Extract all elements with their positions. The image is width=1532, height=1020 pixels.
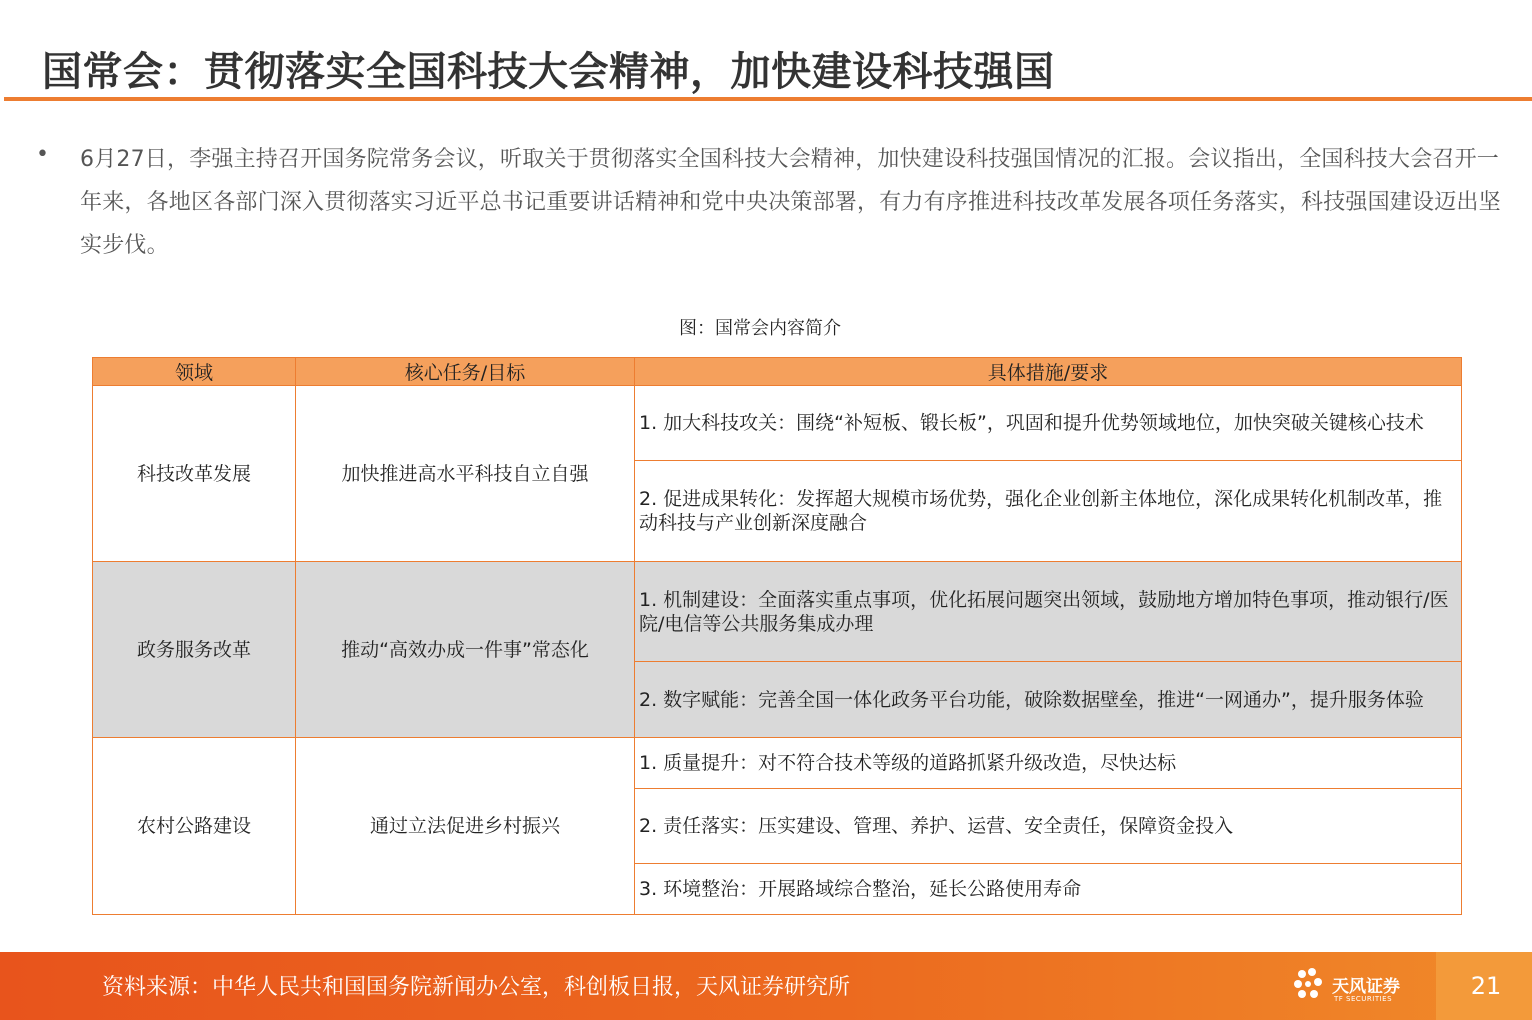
header-field: 领域 (93, 358, 296, 386)
logo-text-en: TF SECURITIES (1334, 995, 1393, 1003)
measure-cell: 2. 数字赋能：完善全国一体化政务平台功能，破除数据壁垒，推进“一网通办”，提升服务体验 (635, 662, 1462, 738)
bullet-marker: • (36, 142, 49, 167)
page-title: 国常会：贯彻落实全国科技大会精神，加快建设科技强国 (42, 49, 1055, 95)
title-underline (4, 97, 1532, 101)
field-cell: 科技改革发展 (93, 386, 296, 562)
measure-cell: 1. 机制建设：全面落实重点事项，优化拓展问题突出领域，鼓励地方增加特色事项，推动银行/医院/电信等公共服务集成办理 (635, 562, 1462, 662)
measure-cell: 3. 环境整治：开展路域综合整治，延长公路使用寿命 (635, 864, 1462, 915)
task-cell: 推动“高效办成一件事”常态化 (296, 562, 635, 738)
measure-cell: 2. 责任落实：压实建设、管理、养护、运营、安全责任，保障资金投入 (635, 789, 1462, 864)
page-number: 21 (1470, 972, 1502, 1000)
logo-text-cn: 天风证券 (1332, 977, 1400, 997)
measure-cell: 1. 质量提升：对不符合技术等级的道路抓紧升级改造，尽快达标 (635, 738, 1462, 789)
table-row (93, 738, 1462, 789)
measure-cell: 2. 促进成果转化：发挥超大规模市场优势，强化企业创新主体地位，深化成果转化机制改革，推动科技与产业创新深度融合 (635, 461, 1462, 562)
table-row (93, 562, 1462, 662)
bullet-paragraph: 6月27日，李强主持召开国务院常务会议，听取关于贯彻落实全国科技大会精神，加快建设科技强国情况的汇报。会议指出，全国科技大会召开一年来，各地区各部门深入贯彻落实习近平总书记重要讲话精神和党中央决策部署，有力有序推进科技改革发展各项任务落实，科技强国建设迈出坚实步伐。 (80, 147, 1501, 258)
task-cell: 通过立法促进乡村振兴 (296, 738, 635, 915)
field-cell: 政务服务改革 (93, 562, 296, 738)
field-cell: 农村公路建设 (93, 738, 296, 915)
figure-caption: 图：国常会内容简介 (679, 318, 841, 339)
header-task: 核心任务/目标 (296, 358, 635, 386)
measure-cell: 1. 加大科技攻关：围绕“补短板、锻长板”，巩固和提升优势领域地位，加快突破关键核心技术 (635, 386, 1462, 461)
header-measures: 具体措施/要求 (635, 358, 1462, 386)
task-cell: 加快推进高水平科技自立自强 (296, 386, 635, 562)
source-note: 资料来源：中华人民共和国国务院新闻办公室，科创板日报，天风证券研究所 (102, 975, 851, 1000)
table-row (93, 386, 1462, 461)
table-header-row (93, 358, 1462, 386)
summary-table (92, 357, 1462, 915)
